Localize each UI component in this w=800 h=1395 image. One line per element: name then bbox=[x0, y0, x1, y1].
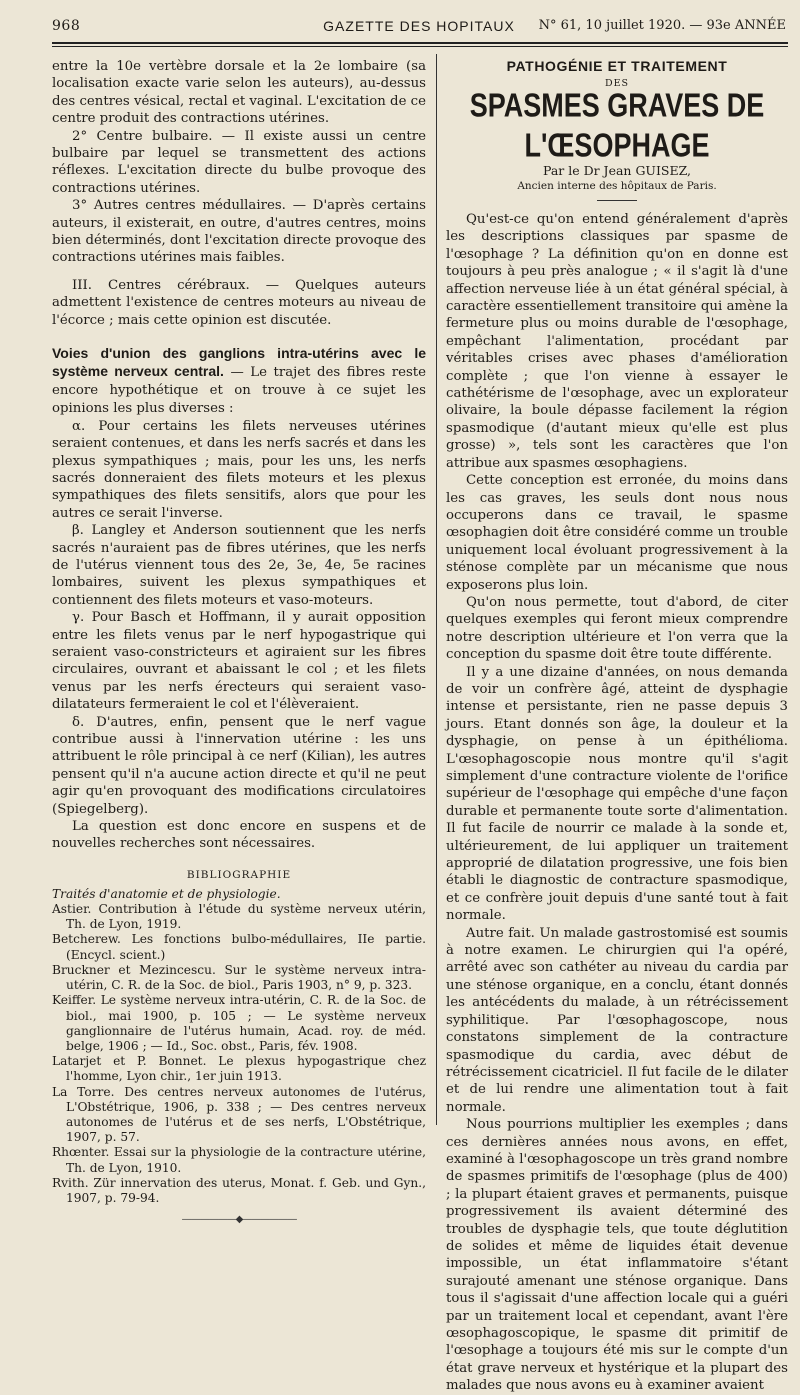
bibliography-entry: Rhœnter. Essai sur la physiologie de la contracture utérine, Th. de Lyon, 1910. bbox=[52, 1145, 426, 1175]
bibliography-entry: Astier. Contribution à l'étude du système nerveux utérin, Th. de Lyon, 1919. bbox=[52, 902, 426, 932]
paragraph: La question est donc encore en suspens et de nouvelles recherches sont nécessaires. bbox=[52, 819, 426, 852]
paragraph: γ. Pour Basch et Hoffmann, il y aurait opposition entre les filets venus par le nerf hypogastrique qui seraient vaso-constricteurs et agiraient sur les fibres circulaires, ouvrant et abaissant le col ; et les filets venus par les nerfs érecteurs qui seraient vaso-dilatateurs fermeraient le col et l'élèveraient. bbox=[52, 610, 426, 713]
paragraph: Il y a une dizaine d'années, on nous demanda de voir un confrère âgé, atteint de dysphagie intense et persistante, rien ne passe depuis 3 jours. Etant donnés son âge, la douleur et la dysphagie, on pense à un épithélioma. L'œsophagoscopie nous montre qu'il s'agit simplement d'une contracture violente de l'orifice supérieur de l'œsophage qui empêche d'une façon durable et permanente toute sorte d'alimentation. Il fut facile de nourrir ce malade à la sonde et, ultérieurement, de lui appliquer un traitement approprié de dilatation progressive, une fois bien établi le diagnostic de contracture spasmodique, et ce confrère jouit depuis d'une santé tout à fait normale. bbox=[446, 664, 788, 924]
paragraph: β. Langley et Anderson soutiennent que les nerfs sacrés n'auraient pas de fibres utérines, que les nerfs de l'utérus viennent tous des 2e, 3e, 4e, 5e racines lombaires, suivent les plexus sympathiques et contiennent des filets moteurs et vaso-moteurs. bbox=[52, 523, 426, 608]
paragraph: 2° Centre bulbaire. — Il existe aussi un centre bulbaire par lequel se transmettent des actions réflexes. L'excitation directe du bulbe provoque des contractions utérines. bbox=[52, 128, 426, 196]
paragraph: α. Pour certains les filets nerveuses utérines seraient contenues, et dans les nerfs sacrés et dans les plexus sympathiques ; mais, pour les uns, les nerfs sacrés donneraient des filets moteurs et les plexus sympathiques des filets sensitifs, alors que pour les autres ce serait l'inverse. bbox=[52, 418, 426, 521]
running-header bbox=[52, 14, 786, 40]
section-heading-title: Voies d'union des ganglions intra-utérins avec le système nerveux central. bbox=[52, 345, 426, 379]
bibliography-entry: Latarjet et P. Bonnet. Le plexus hypogastrique chez l'homme, Lyon chir., 1er juin 1913. bbox=[52, 1054, 426, 1084]
column-divider bbox=[436, 54, 437, 1125]
end-ornament: ——————◆—————— bbox=[181, 1214, 297, 1226]
header-rule-thin bbox=[52, 46, 788, 47]
journal-title: GAZETTE DES HOPITAUX bbox=[323, 18, 515, 34]
author-role: Ancien interne des hôpitaux de Paris. bbox=[517, 180, 717, 192]
paragraph: Nous pourrions multiplier les exemples ; dans ces dernières années nous avons, en effet, examiné à l'œsophagoscope un très grand nombre de spasmes primitifs de l'œsophage (plus de 400) ; la plupart étaient graves et permanents, puisque progressivement ils avaient déterminé des troubles de dysphagie tels, que toute déglutition de solides et même de liquides était devenue impossible, un état inflammatoire s'étant surajouté amenant une sténose organique. Dans tous il s'agissait d'une affection locale qui a guéri par un traitement local et cependant, avant l'ère œsophagoscopique, le spasme dit primitif de l'œsophage a toujours été mis sur le compte d'un état grave nerveux et hystérique et la plupart des malades que nous avons eu à examiner avaient bbox=[446, 1117, 788, 1394]
bibliography-entry: La Torre. Des centres nerveux autonomes de l'utérus, L'Obstétrique, 1906, p. 338 ; — Des centres nerveux autonomes de l'utérus et de ses nerfs, L'Obstétrique, 1907, p. 57. bbox=[52, 1084, 426, 1145]
bibliography-entry: Traités d'anatomie et de physiologie. bbox=[52, 886, 281, 901]
header-rule bbox=[52, 42, 788, 44]
paragraph: entre la 10e vertèbre dorsale et la 2e lombaire (sa localisation exacte varie selon les auteurs), au-dessus des centres vésical, rectal et vaginal. L'excitation de ce centre produit des contractions utérines. bbox=[52, 59, 426, 127]
issue-info: N° 61, 10 juillet 1920. — 93e ANNÉE bbox=[538, 18, 786, 33]
paragraph: δ. D'autres, enfin, pensent que le nerf vague contribue aussi à l'innervation utérine : les uns attribuent le rôle principal à ce nerf (Kilian), les autres pensent qu'il n'a aucune action directe et qu'il ne peut agir qu'en provoquant des modifications circulatoires (Spiegelberg). bbox=[52, 714, 426, 817]
article-title: SPASMES GRAVES DE L'ŒSOPHAGE bbox=[469, 86, 765, 164]
paragraph: Qu'est-ce qu'on entend généralement d'après les descriptions classiques par spasme de l'œsophage ? La définition qu'on en donne est toujours à peu près analogue ; « il s'agit là d'une affection nerveuse liée à un état général spécial, à caractère essentiellement transitoire qui amène la fermeture plus ou moins durable de l'œsophage, empêchant l'alimentation, procédant par véritables crises avec phases d'amélioration complète ; que l'on vienne à essayer le cathétérisme de l'œsophage, avec un explorateur olivaire, la boule dépasse facilement la région spasmodique (d'autant mieux qu'elle est plus grosse) », tels sont les caractères que l'on attribue aux spasmes œsophagiens. bbox=[446, 212, 788, 471]
article-byline: Par le Dr Jean GUISEZ, bbox=[542, 163, 692, 178]
section-heading bbox=[52, 345, 426, 418]
bibliography-entry: Bruckner et Mezincescu. Sur le système nerveux intra-utérin, C. R. de la Soc. de biol., Paris 1903, n° 9, p. 323. bbox=[52, 962, 426, 993]
article-heading-top: PATHOGÉNIE ET TRAITEMENT bbox=[506, 58, 728, 74]
paragraph: 3° Autres centres médullaires. — D'après certains auteurs, il existerait, en outre, d'autres centres, moins bien déterminés, dont l'excitation directe provoque des contractions utérines mais faibles. bbox=[52, 198, 426, 266]
paragraph: III. Centres cérébraux. — Quelques auteurs admettent l'existence de centres moteurs au niveau de l'écorce ; mais cette opinion est discutée. bbox=[52, 277, 426, 328]
section-heading-rest: — Le trajet des fibres reste encore hypothétique et on trouve à ce sujet les opinions les plus diverses : bbox=[52, 364, 426, 417]
article-heading-des: DES bbox=[604, 78, 630, 89]
paragraph: Autre fait. Un malade gastrostomisé est soumis à notre examen. Le chirurgien qui l'a opéré, arrêté avec son cathéter au niveau du cardia par une sténose organique, en a conclu, étant donnés les antécédents du malade, à un rétrécissement syphilitique. Par l'œsophagoscope, nous constatons simplement de la contracture spasmodique du cardia, avec début de rétrécissement cicatriciel. Il fut facile de le dilater et de lui rendre une alimentation tout à fait normale. bbox=[446, 925, 788, 1115]
paragraph: Cette conception est erronée, du moins dans les cas graves, les seuls dont nous nous occuperons dans ce travail, le spasme œsophagien doit être considéré comme un trouble uniquement local évoluant progressivement à la sténose complète par un mécanisme que nous exposerons plus loin. bbox=[446, 473, 788, 593]
left-column bbox=[52, 58, 426, 1226]
bibliography-heading: BIBLIOGRAPHIE bbox=[186, 868, 292, 881]
title-rule bbox=[597, 200, 637, 201]
page-number: 968 bbox=[52, 18, 81, 34]
paragraph: Qu'on nous permette, tout d'abord, de citer quelques exemples qui feront mieux comprendre notre description ultérieure et l'on verra que la conception du spasme doit être toute différente. bbox=[446, 594, 788, 663]
bibliography-entry: Rvith. Zür innervation des uterus, Monat. f. Geb. und Gyn., 1907, p. 79-94. bbox=[52, 1175, 426, 1205]
bibliography-entry: Betcherew. Les fonctions bulbo-médullaires, IIe partie. (Encycl. scient.) bbox=[52, 932, 426, 962]
bibliography-entry: Keiffer. Le système nerveux intra-utérin, C. R. de la Soc. de biol., mai 1900, p. 105 ; — Le système nerveux ganglionnaire de l'utérus humain, Acad. roy. de méd. belge, 1906 ; — Id., Soc. obst., Paris, fév. 1908. bbox=[52, 993, 426, 1053]
right-column bbox=[446, 58, 788, 1394]
